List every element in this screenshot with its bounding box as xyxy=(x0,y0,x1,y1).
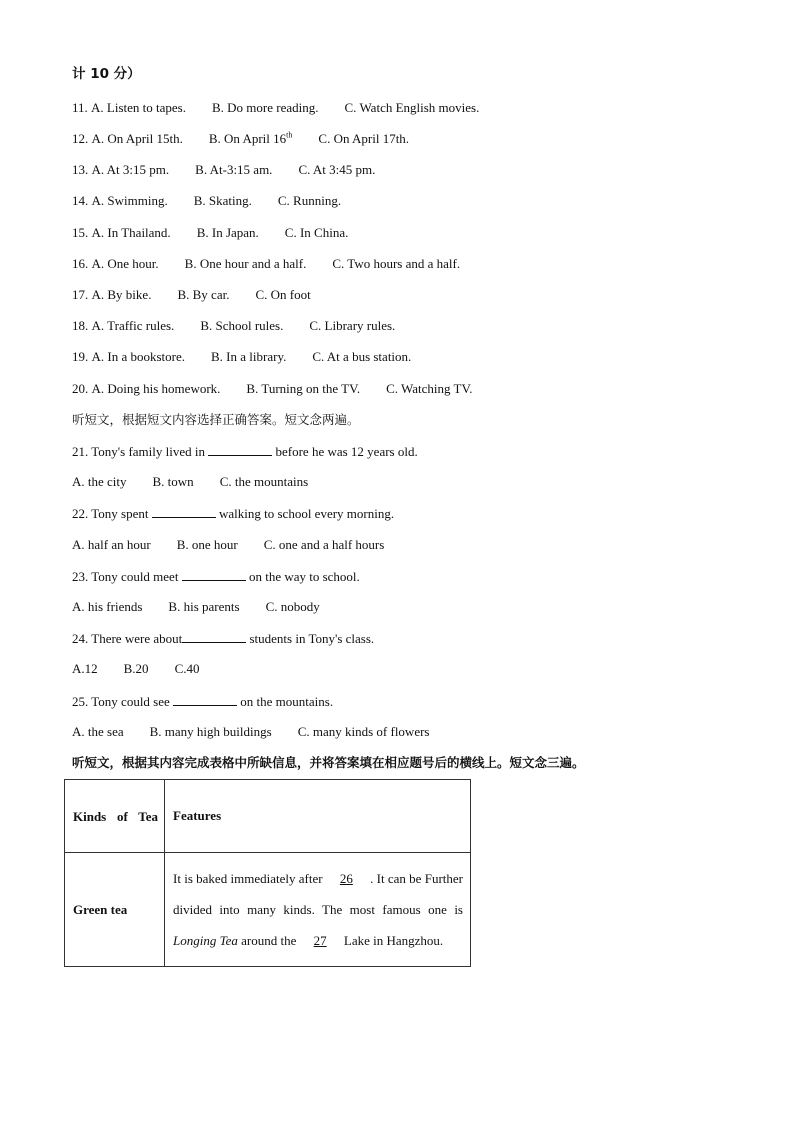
stem-text: before he was 12 years old. xyxy=(272,444,418,459)
row-label-green-tea: Green tea xyxy=(65,853,165,967)
option-c: C.40 xyxy=(174,661,200,676)
stem-text: 24. There were about xyxy=(72,631,183,646)
stem-text: on the way to school. xyxy=(245,569,360,584)
section-header: 计 10 分） xyxy=(72,66,141,82)
answer-blank xyxy=(173,693,237,706)
question-17 xyxy=(72,287,311,303)
question-25-options xyxy=(72,724,429,740)
option-a: A. Traffic rules. xyxy=(91,318,175,333)
feature-text: Lake in Hangzhou. xyxy=(343,933,444,948)
question-21-stem xyxy=(72,443,418,460)
question-20 xyxy=(72,381,472,397)
question-24-stem xyxy=(72,630,374,647)
option-b: B. In Japan. xyxy=(196,225,259,240)
option-b: B. By car. xyxy=(177,287,230,302)
option-c: C. Watch English movies. xyxy=(344,100,480,115)
header-features: Features xyxy=(165,780,471,853)
question-number: 17. xyxy=(72,287,89,302)
tea-table xyxy=(64,779,471,967)
question-21-options xyxy=(72,474,308,490)
section2-instruction: 听短文，根据短文内容选择正确答案。短文念两遍。 xyxy=(72,412,360,427)
option-c: C. At a bus station. xyxy=(312,349,412,364)
question-23-options xyxy=(72,599,320,615)
option-c: C. one and a half hours xyxy=(263,537,385,552)
question-number: 14. xyxy=(72,193,89,208)
question-number: 12. xyxy=(72,131,89,146)
option-b: B. Do more reading. xyxy=(212,100,319,115)
question-15 xyxy=(72,225,348,241)
question-13 xyxy=(72,162,375,178)
question-23-stem xyxy=(72,568,360,585)
header-kinds-of-tea: Kinds of Tea xyxy=(65,780,165,853)
tea-name-italic: Longing Tea xyxy=(173,933,238,948)
stem-text: 23. Tony could meet xyxy=(72,569,182,584)
option-b: B. School rules. xyxy=(200,318,284,333)
question-number: 15. xyxy=(72,225,89,240)
option-a: A. half an hour xyxy=(72,537,151,552)
option-a: A. In Thailand. xyxy=(91,225,171,240)
option-a: A. the sea xyxy=(72,724,124,739)
option-a: A. Doing his homework. xyxy=(91,381,221,396)
option-c: C. On foot xyxy=(255,287,311,302)
option-c: C. Running. xyxy=(277,193,342,208)
option-b: B.20 xyxy=(123,661,149,676)
option-b: B. his parents xyxy=(168,599,240,614)
question-18 xyxy=(72,318,395,334)
blank-26: 26 xyxy=(339,871,353,886)
question-24-options xyxy=(72,661,199,677)
option-b: B. One hour and a half. xyxy=(184,256,307,271)
question-number: 18. xyxy=(72,318,89,333)
option-b: B. In a library. xyxy=(211,349,287,364)
stem-text: students in Tony's class. xyxy=(246,631,375,646)
option-a: A. One hour. xyxy=(91,256,159,271)
option-a: A. On April 15th. xyxy=(91,131,183,146)
option-c: C. On April 17th. xyxy=(318,131,410,146)
answer-blank xyxy=(152,505,216,518)
question-25-stem xyxy=(72,693,333,710)
feature-text: . It can be Further divided into many kinds. The most famous one is xyxy=(173,871,464,917)
answer-blank xyxy=(208,443,272,456)
feature-text: It is baked immediately after xyxy=(173,871,323,886)
option-a: A.12 xyxy=(72,661,98,676)
stem-text: walking to school every morning. xyxy=(215,506,395,521)
option-c: C. In China. xyxy=(284,225,349,240)
stem-text: 25. Tony could see xyxy=(72,694,174,709)
option-a: A. In a bookstore. xyxy=(91,349,186,364)
question-22-stem xyxy=(72,505,394,522)
option-c: C. At 3:45 pm. xyxy=(298,162,376,177)
question-16 xyxy=(72,256,460,272)
superscript: th xyxy=(286,130,293,140)
answer-blank xyxy=(182,630,246,643)
question-number: 19. xyxy=(72,349,89,364)
option-b: B. Turning on the TV. xyxy=(246,381,361,396)
feature-text: around the xyxy=(241,933,297,948)
option-b: B. many high buildings xyxy=(149,724,272,739)
question-22-options xyxy=(72,537,384,553)
option-a: A. Swimming. xyxy=(91,193,168,208)
question-number: 11. xyxy=(72,100,88,115)
option-c: C. Library rules. xyxy=(309,318,396,333)
option-a: A. his friends xyxy=(72,599,143,614)
option-a: A. By bike. xyxy=(91,287,152,302)
answer-blank xyxy=(182,568,246,581)
option-c: C. nobody xyxy=(265,599,320,614)
question-14 xyxy=(72,193,341,209)
table-header-row xyxy=(65,780,471,853)
question-number: 16. xyxy=(72,256,89,271)
question-11 xyxy=(72,100,479,116)
option-b: B. town xyxy=(152,474,194,489)
question-number: 13. xyxy=(72,162,89,177)
option-c: C. the mountains xyxy=(219,474,309,489)
stem-text: 22. Tony spent xyxy=(72,506,152,521)
stem-text: 21. Tony's family lived in xyxy=(72,444,209,459)
option-b: B. one hour xyxy=(176,537,238,552)
option-b xyxy=(209,131,293,147)
blank-27: 27 xyxy=(313,933,327,948)
option-b: B. Skating. xyxy=(193,193,252,208)
question-12 xyxy=(72,131,409,147)
option-a: A. Listen to tapes. xyxy=(91,100,186,115)
option-c: C. many kinds of flowers xyxy=(297,724,430,739)
option-c: C. Two hours and a half. xyxy=(332,256,461,271)
question-19 xyxy=(72,349,411,365)
green-tea-features xyxy=(165,853,471,967)
option-b: B. At-3:15 am. xyxy=(195,162,273,177)
option-b-text: B. On April 16 xyxy=(208,131,287,146)
section3-instruction: 听短文，根据其内容完成表格中所缺信息，并将答案填在相应题号后的横线上。短文念三遍。 xyxy=(72,755,585,770)
option-c: C. Watching TV. xyxy=(386,381,473,396)
option-a: A. the city xyxy=(72,474,127,489)
table-row xyxy=(65,853,471,967)
question-number: 20. xyxy=(72,381,89,396)
stem-text: on the mountains. xyxy=(237,694,334,709)
option-a: A. At 3:15 pm. xyxy=(91,162,170,177)
